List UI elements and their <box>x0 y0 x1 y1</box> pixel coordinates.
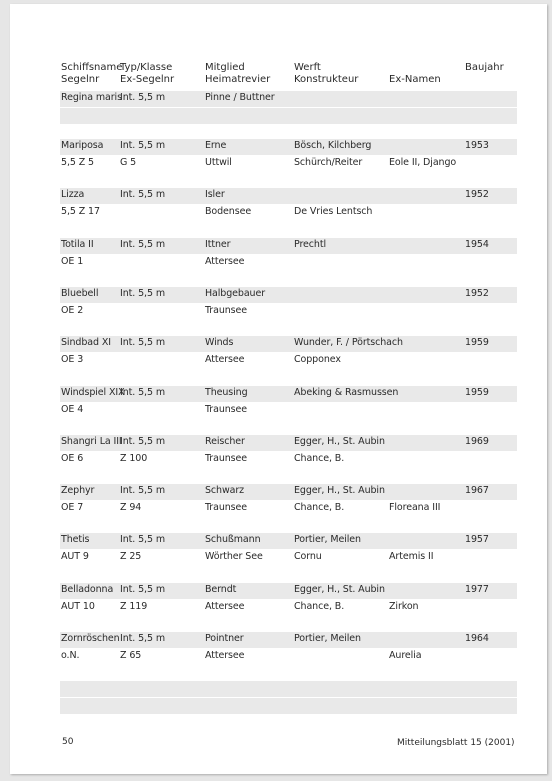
header-yard: Werft <box>294 62 321 73</box>
cell-class: Int. 5,5 m <box>120 92 165 103</box>
row-band <box>60 108 517 124</box>
cell-member: Halbgebauer <box>205 287 266 299</box>
cell-member: Reischer <box>205 435 245 447</box>
cell-member-2: Bodensee <box>205 206 252 218</box>
cell-member-2: Traunsee <box>205 403 248 415</box>
cell-class: Int. 5,5 m <box>120 140 165 151</box>
cell-name-2: AUT 10 <box>61 600 95 612</box>
header-name: Schiffsname <box>61 62 123 73</box>
cell-class: Int. 5,5 m <box>120 633 165 644</box>
cell-name: Zornröschen <box>61 633 120 644</box>
cell-member: Pinne / Buttner <box>205 92 275 103</box>
cell-ex-names-2: Artemis II <box>389 551 434 563</box>
header2-class: Ex-Segelnr <box>120 74 175 85</box>
cell-name: Bluebell <box>61 287 99 299</box>
cell-yard: Egger, H., St. Aubin <box>294 435 385 447</box>
cell-class: Int. 5,5 m <box>120 238 165 250</box>
cell-name-2: OE 2 <box>61 304 84 316</box>
cell-member-2: Attersee <box>205 255 245 267</box>
cell-yard-2: Chance, B. <box>294 452 345 464</box>
cell-name: Windspiel XIX <box>61 386 125 398</box>
header2-ex-names: Ex-Namen <box>389 74 441 85</box>
cell-member-2: Attersee <box>205 600 245 612</box>
row-band <box>60 681 517 697</box>
page-number: 50 <box>62 737 74 747</box>
cell-class: Int. 5,5 m <box>120 534 165 546</box>
cell-name: Regina maris <box>61 92 122 103</box>
document-page <box>10 4 547 774</box>
cell-member-2: Wörther See <box>205 551 263 563</box>
cell-class: Int. 5,5 m <box>120 435 165 447</box>
cell-member: Berndt <box>205 583 237 595</box>
cell-name: Thetis <box>61 534 90 546</box>
cell-class: Int. 5,5 m <box>120 485 165 497</box>
cell-year: 1952 <box>465 189 489 201</box>
cell-year: 1964 <box>465 633 489 644</box>
cell-yard-2: Copponex <box>294 354 341 366</box>
cell-year: 1977 <box>465 583 489 595</box>
header-member: Mitglied <box>205 62 245 73</box>
cell-year: 1954 <box>465 238 489 250</box>
row-band <box>60 698 517 714</box>
cell-year: 1969 <box>465 435 489 447</box>
cell-class: Int. 5,5 m <box>120 189 165 201</box>
cell-yard-2: Schürch/Reiter <box>294 157 363 168</box>
cell-name-2: OE 7 <box>61 502 84 514</box>
cell-class-2: Z 25 <box>120 551 142 563</box>
cell-yard: Bösch, Kilchberg <box>294 140 372 151</box>
cell-member: Pointner <box>205 633 244 644</box>
cell-yard-2: De Vries Lentsch <box>294 206 373 218</box>
cell-yard: Portier, Meilen <box>294 534 361 546</box>
cell-name: Sindbad XI <box>61 337 111 349</box>
cell-name: Shangri La III <box>61 435 122 447</box>
cell-year: 1967 <box>465 485 489 497</box>
cell-name: Lizza <box>61 189 85 201</box>
cell-year: 1952 <box>465 287 489 299</box>
cell-class: Int. 5,5 m <box>120 386 165 398</box>
cell-ex-names-2: Eole II, Django <box>389 157 457 168</box>
cell-name-2: OE 1 <box>61 255 84 267</box>
header-year: Baujahr <box>465 62 504 73</box>
cell-name-2: OE 6 <box>61 452 84 464</box>
cell-member: Theusing <box>205 386 248 398</box>
cell-class: Int. 5,5 m <box>120 337 165 349</box>
cell-member-2: Traunsee <box>205 502 248 514</box>
cell-year: 1959 <box>465 337 489 349</box>
cell-name-2: 5,5 Z 17 <box>61 206 100 218</box>
cell-member: Isler <box>205 189 225 201</box>
cell-yard: Egger, H., St. Aubin <box>294 583 385 595</box>
cell-class-2: Z 100 <box>120 452 148 464</box>
cell-member-2: Attersee <box>205 354 245 366</box>
cell-year: 1959 <box>465 386 489 398</box>
cell-member: Erne <box>205 140 227 151</box>
cell-year: 1957 <box>465 534 489 546</box>
cell-member: Schwarz <box>205 485 245 497</box>
cell-member-2: Attersee <box>205 650 245 661</box>
cell-name: Totila II <box>61 238 94 250</box>
cell-class-2: Z 94 <box>120 502 142 514</box>
cell-class-2: Z 65 <box>120 650 142 661</box>
cell-ex-names-2: Aurelia <box>389 650 422 661</box>
cell-name: Zephyr <box>61 485 95 497</box>
cell-class-2: Z 119 <box>120 600 148 612</box>
cell-yard-2: Chance, B. <box>294 502 345 514</box>
header-class: Typ/Klasse <box>120 62 173 73</box>
cell-class: Int. 5,5 m <box>120 287 165 299</box>
cell-ex-names-2: Zirkon <box>389 600 419 612</box>
cell-yard: Prechtl <box>294 238 327 250</box>
cell-class-2: G 5 <box>120 157 137 168</box>
cell-yard: Egger, H., St. Aubin <box>294 485 385 497</box>
cell-member-2: Uttwil <box>205 157 232 168</box>
header2-member: Heimatrevier <box>205 74 271 85</box>
cell-member-2: Traunsee <box>205 304 248 316</box>
cell-name-2: OE 4 <box>61 403 84 415</box>
header2-yard: Konstrukteur <box>294 74 359 85</box>
cell-year: 1953 <box>465 140 489 151</box>
cell-yard: Wunder, F. / Pörtschach <box>294 337 403 349</box>
cell-name-2: o.N. <box>61 650 80 661</box>
cell-name: Mariposa <box>61 140 104 151</box>
cell-ex-names-2: Floreana III <box>389 502 441 514</box>
cell-member-2: Traunsee <box>205 452 248 464</box>
cell-member: Schußmann <box>205 534 261 546</box>
publication-title: Mitteilungsblatt 15 (2001) <box>397 738 515 748</box>
cell-name-2: 5,5 Z 5 <box>61 157 95 168</box>
cell-name-2: OE 3 <box>61 354 84 366</box>
cell-name-2: AUT 9 <box>61 551 89 563</box>
cell-member: Winds <box>205 337 234 349</box>
header2-name: Segelnr <box>61 74 100 85</box>
cell-member: Ittner <box>205 238 231 250</box>
cell-name: Belladonna <box>61 583 114 595</box>
cell-class: Int. 5,5 m <box>120 583 165 595</box>
cell-yard-2: Cornu <box>294 551 322 563</box>
cell-yard: Portier, Meilen <box>294 633 361 644</box>
cell-yard: Abeking & Rasmussen <box>294 386 399 398</box>
cell-yard-2: Chance, B. <box>294 600 345 612</box>
